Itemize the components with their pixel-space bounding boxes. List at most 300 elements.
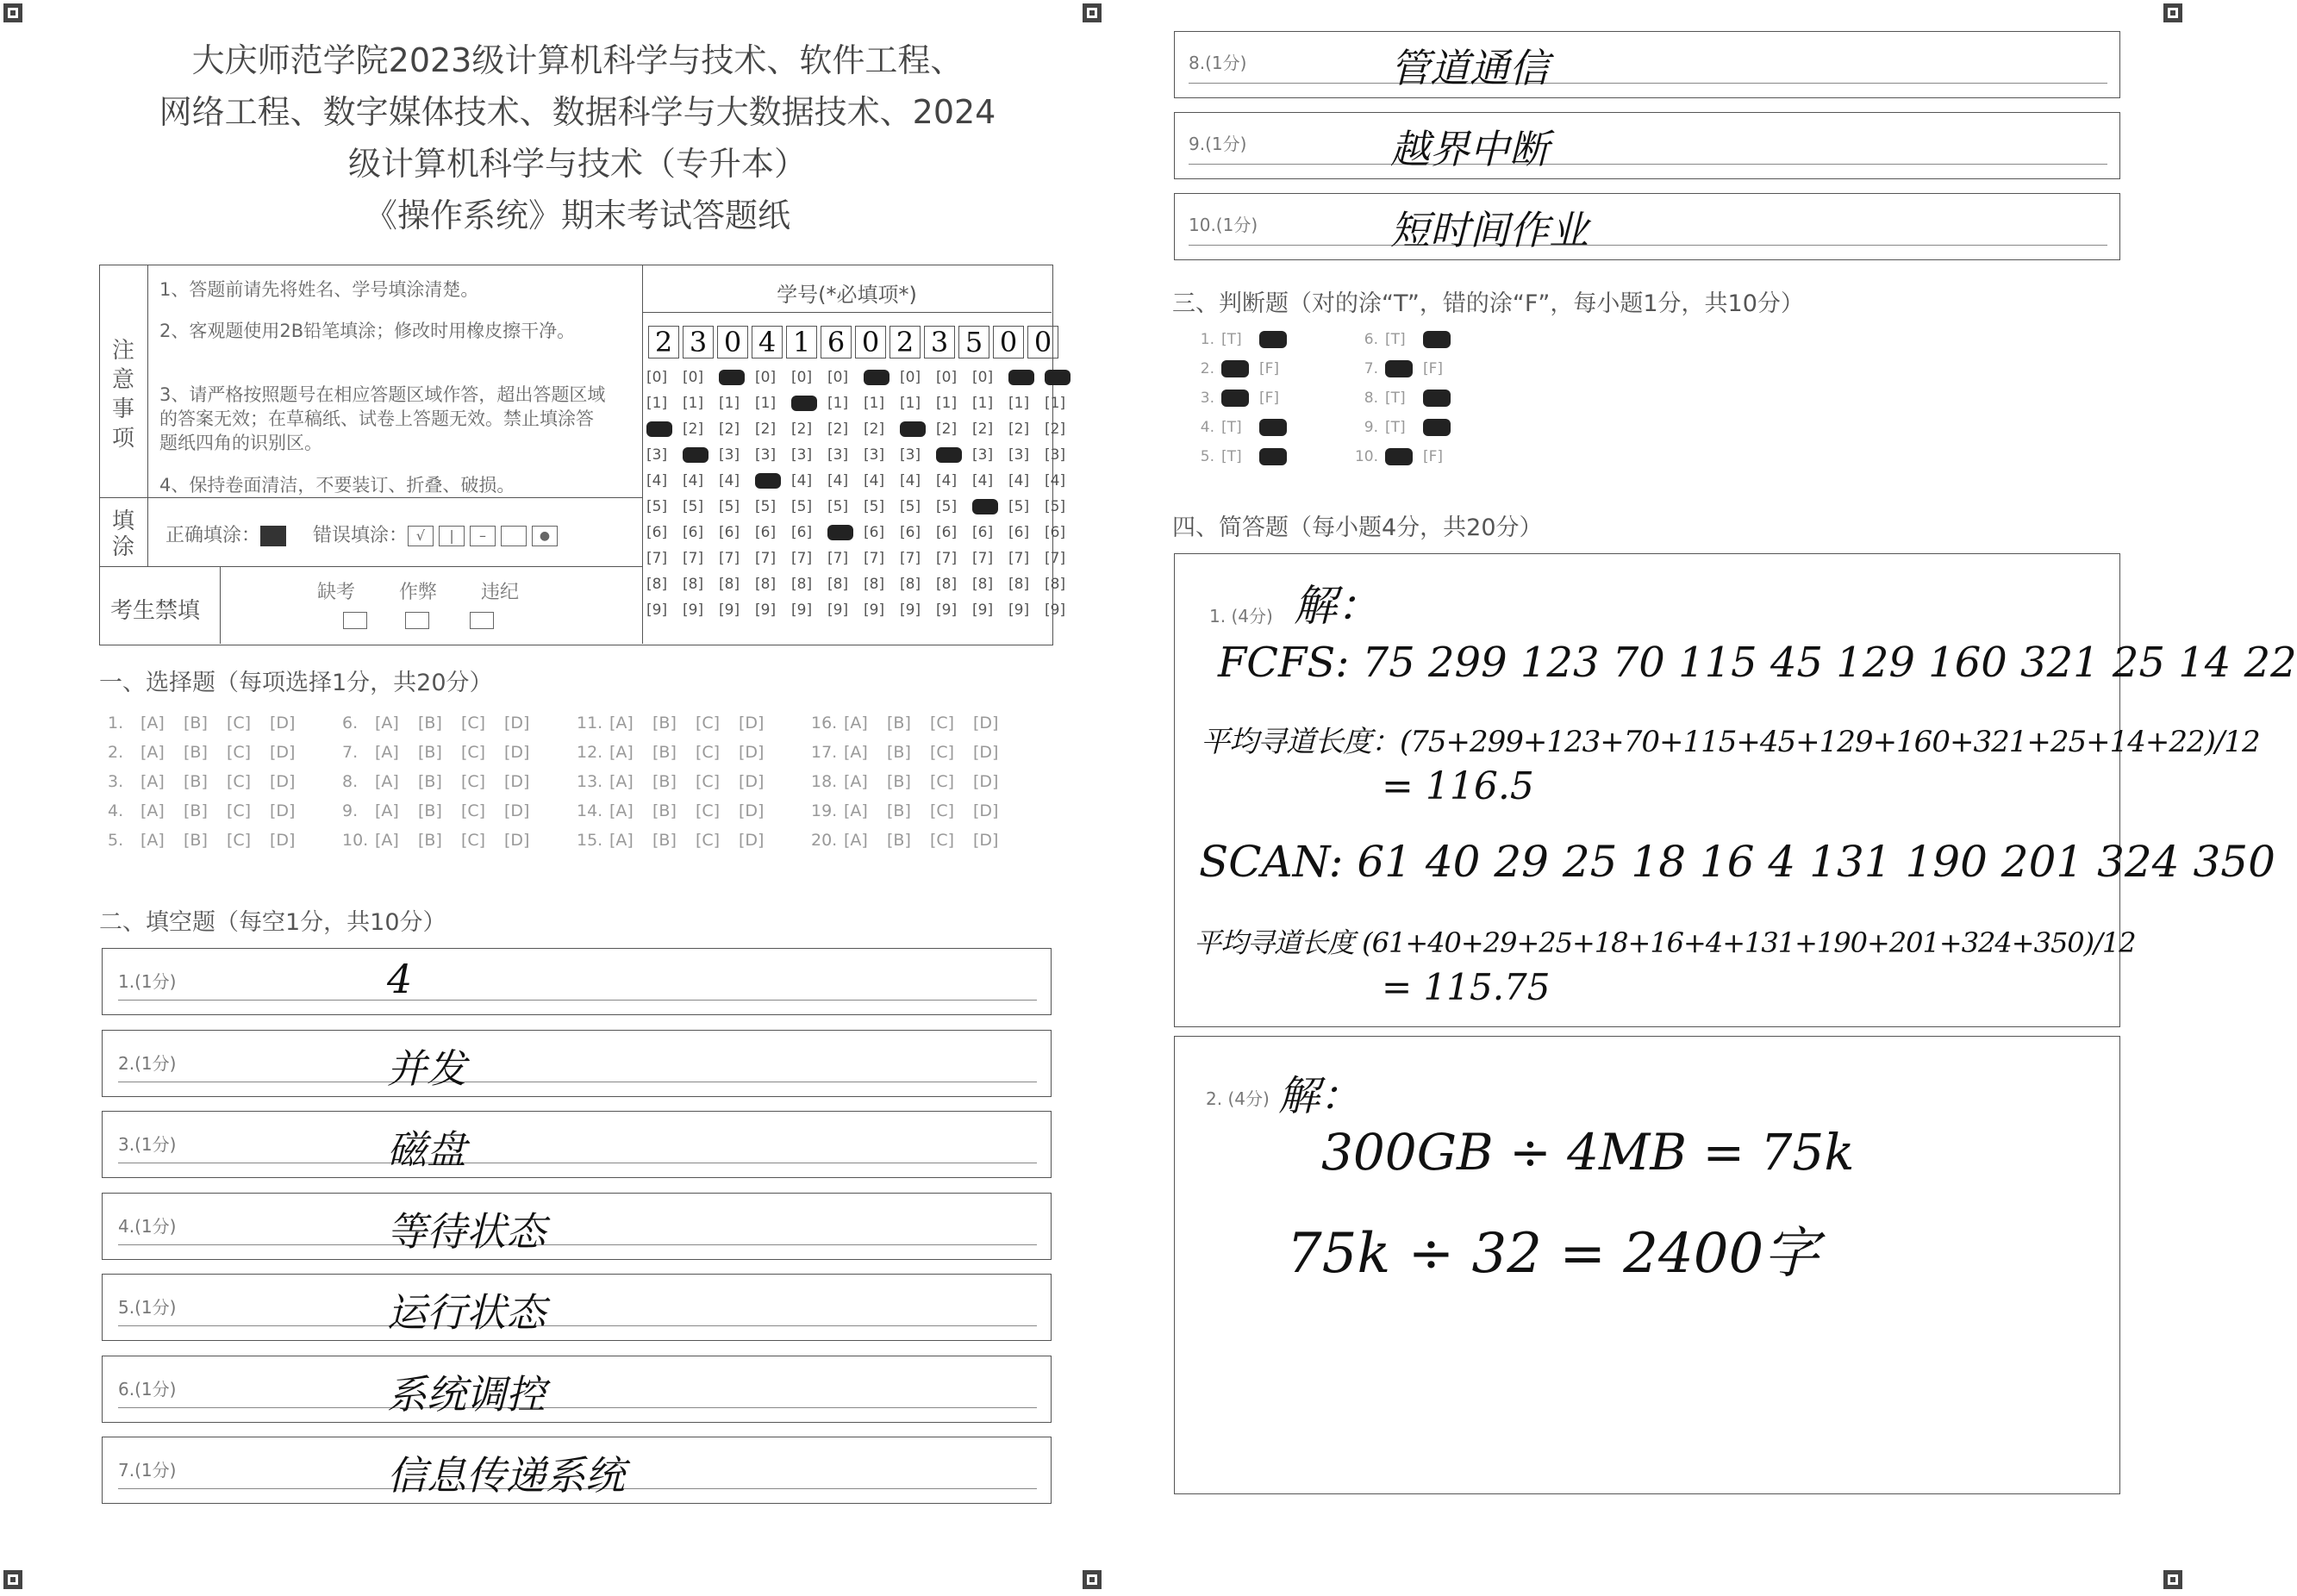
- choice-bubble[interactable]: [B]: [652, 714, 677, 733]
- student-id-bubble[interactable]: [936, 446, 972, 464]
- student-id-bubble[interactable]: [8]: [755, 576, 777, 593]
- student-id-bubble[interactable]: [7]: [791, 550, 813, 567]
- answer-line: [1189, 164, 2107, 165]
- corner-mark-icon: [2163, 1570, 2182, 1589]
- student-id-bubble[interactable]: [5]: [683, 498, 704, 515]
- filled-mark-icon: [719, 370, 745, 385]
- student-id-bubble[interactable]: [6]: [1008, 524, 1030, 541]
- student-id-bubble[interactable]: [7]: [864, 550, 885, 567]
- student-id-bubble[interactable]: [5]: [719, 498, 740, 515]
- choice-bubble[interactable]: [B]: [652, 772, 677, 791]
- student-id-bubble[interactable]: [1]: [755, 395, 777, 412]
- tf-bubble-t[interactable]: [1385, 360, 1423, 377]
- student-id-digit: 3: [683, 326, 714, 358]
- student-id-bubble[interactable]: [1]: [646, 395, 668, 412]
- choice-bubble[interactable]: [B]: [418, 743, 442, 762]
- student-id-bubble[interactable]: [1]: [936, 395, 958, 412]
- student-id-bubble[interactable]: [4]: [864, 472, 885, 489]
- student-id-bubble[interactable]: [864, 369, 900, 386]
- student-id-bubble[interactable]: [5]: [791, 498, 813, 515]
- filled-mark-icon: [1423, 331, 1451, 348]
- student-id-bubble[interactable]: [9]: [900, 602, 921, 619]
- tf-number: 1.: [1200, 331, 1214, 348]
- choice-bubble[interactable]: [D]: [270, 714, 296, 733]
- student-id-bubble[interactable]: [683, 446, 719, 464]
- student-id-bubble[interactable]: [7]: [827, 550, 849, 567]
- student-id-bubble[interactable]: [4]: [1045, 472, 1066, 489]
- choice-bubble[interactable]: [C]: [696, 772, 721, 791]
- tf-bubble-f[interactable]: [F]: [1423, 360, 1444, 377]
- choice-bubble[interactable]: [C]: [461, 714, 486, 733]
- student-id-bubble[interactable]: [4]: [900, 472, 921, 489]
- tf-question-row: [1185, 448, 1297, 465]
- choice-question-row: [342, 831, 547, 850]
- choice-question-row: [108, 714, 313, 733]
- student-id-bubble[interactable]: [2]: [791, 421, 813, 438]
- student-id-row: [646, 498, 1081, 524]
- student-id-bubble[interactable]: [7]: [1045, 550, 1066, 567]
- choice-bubble[interactable]: [A]: [140, 831, 165, 850]
- choice-bubble[interactable]: [A]: [375, 831, 399, 850]
- student-id-bubble[interactable]: [8]: [1045, 576, 1066, 593]
- answer-line: [118, 1000, 1037, 1001]
- section2-title: 二、填空题（每空1分，共10分）: [99, 909, 446, 936]
- choice-question-row: [811, 714, 1016, 733]
- student-id-bubble[interactable]: [6]: [719, 524, 740, 541]
- student-id-bubble[interactable]: [1]: [900, 395, 921, 412]
- student-id-bubble[interactable]: [8]: [864, 576, 885, 593]
- choice-bubble[interactable]: [C]: [930, 714, 955, 733]
- student-id-bubble[interactable]: [8]: [683, 576, 704, 593]
- student-id-bubble[interactable]: [2]: [1045, 421, 1066, 438]
- filled-mark-icon: [683, 447, 708, 463]
- student-id-bubble[interactable]: [6]: [646, 524, 668, 541]
- student-id-row: [646, 524, 1081, 550]
- student-id-bubble[interactable]: [0]: [900, 369, 921, 386]
- student-id-bubble[interactable]: [7]: [936, 550, 958, 567]
- student-id-bubble[interactable]: [2]: [755, 421, 777, 438]
- student-id-bubble[interactable]: [3]: [791, 446, 813, 464]
- cheat-checkbox[interactable]: [405, 612, 429, 629]
- student-id-bubble[interactable]: [8]: [827, 576, 849, 593]
- student-id-bubble[interactable]: [3]: [719, 446, 740, 464]
- filled-mark-icon: [1221, 360, 1249, 377]
- filled-mark-icon: [972, 499, 998, 514]
- corner-mark-icon: [3, 1570, 22, 1589]
- empty-box-icon: [501, 526, 527, 546]
- student-id-bubble[interactable]: [9]: [827, 602, 849, 619]
- tf-bubble-f[interactable]: [1259, 448, 1297, 465]
- student-id-bubble[interactable]: [9]: [1008, 602, 1030, 619]
- tf-number: 8.: [1364, 390, 1378, 407]
- student-id-bubble[interactable]: [7]: [972, 550, 994, 567]
- student-id-bubble[interactable]: [9]: [936, 602, 958, 619]
- tf-bubble-f[interactable]: [F]: [1259, 390, 1280, 407]
- student-id-bubble[interactable]: [0]: [646, 369, 668, 386]
- choice-question-row: [577, 801, 782, 820]
- student-id-row: [646, 395, 1081, 421]
- student-id-bubble[interactable]: [1045, 369, 1081, 386]
- student-id-bubble[interactable]: [9]: [1045, 602, 1066, 619]
- student-id-bubble[interactable]: [0]: [972, 369, 994, 386]
- student-id-bubble[interactable]: [6]: [1045, 524, 1066, 541]
- student-id-bubble[interactable]: [7]: [1008, 550, 1030, 567]
- blank-label: 1.(1分): [118, 971, 177, 992]
- tf-bubble-f[interactable]: [1423, 419, 1461, 436]
- student-id-bubble[interactable]: [5]: [1045, 498, 1066, 515]
- blank-answer: 短时间作业: [1390, 207, 1589, 253]
- student-id-bubble[interactable]: [791, 395, 827, 412]
- choice-number: 19.: [811, 801, 838, 820]
- tf-question-row: [1185, 360, 1297, 377]
- student-id-bubble[interactable]: [2]: [864, 421, 885, 438]
- choice-bubble[interactable]: [C]: [461, 743, 486, 762]
- tf-question-row: [1349, 448, 1461, 465]
- student-id-bubble[interactable]: [5]: [646, 498, 668, 515]
- blank-answer: 运行状态: [387, 1289, 546, 1336]
- choice-bubble[interactable]: [D]: [739, 772, 765, 791]
- choice-bubble[interactable]: [B]: [887, 831, 911, 850]
- choice-bubble[interactable]: [C]: [227, 801, 252, 820]
- student-id-bubble[interactable]: [7]: [683, 550, 704, 567]
- student-id-bubble[interactable]: [6]: [791, 524, 813, 541]
- choice-bubble[interactable]: [D]: [504, 801, 530, 820]
- choice-bubble[interactable]: [A]: [140, 714, 165, 733]
- student-id-bubble[interactable]: [0]: [683, 369, 704, 386]
- choice-bubble[interactable]: [C]: [227, 743, 252, 762]
- tf-number: 4.: [1200, 419, 1214, 436]
- tf-bubble-t[interactable]: [T]: [1385, 419, 1406, 436]
- student-id-bubble[interactable]: [7]: [646, 550, 668, 567]
- student-id-bubble[interactable]: [9]: [791, 602, 813, 619]
- student-id-row: [646, 550, 1081, 576]
- choice-bubble[interactable]: [B]: [184, 772, 208, 791]
- fill-blank-box: [102, 948, 1052, 1015]
- student-id-digit: 2: [889, 326, 921, 358]
- choice-bubble[interactable]: [B]: [184, 714, 208, 733]
- student-id-bubble[interactable]: [4]: [719, 472, 740, 489]
- choice-question-row: [811, 743, 1016, 762]
- choice-bubble[interactable]: [B]: [184, 743, 208, 762]
- choice-bubble[interactable]: [B]: [887, 714, 911, 733]
- filled-mark-icon: [1423, 419, 1451, 436]
- choice-bubble[interactable]: [C]: [227, 831, 252, 850]
- choice-bubble[interactable]: [D]: [973, 801, 999, 820]
- student-id-bubble[interactable]: [1]: [683, 395, 704, 412]
- student-id-bubble[interactable]: [0]: [791, 369, 813, 386]
- choice-bubble[interactable]: [A]: [375, 714, 399, 733]
- choice-bubble[interactable]: [D]: [270, 743, 296, 762]
- choice-bubble[interactable]: [B]: [652, 801, 677, 820]
- student-id-bubble[interactable]: [1]: [827, 395, 849, 412]
- student-id-bubble[interactable]: [8]: [936, 576, 958, 593]
- choice-bubble[interactable]: [B]: [652, 743, 677, 762]
- student-id-digit: 0: [855, 326, 886, 358]
- student-id-bubble[interactable]: [1]: [972, 395, 994, 412]
- blank-answer: 磁盘: [387, 1126, 466, 1173]
- blank-answer: 4: [387, 956, 413, 1002]
- choice-bubble[interactable]: [D]: [973, 743, 999, 762]
- student-id-bubble[interactable]: [5]: [900, 498, 921, 515]
- choice-bubble[interactable]: [A]: [844, 743, 868, 762]
- choice-bubble[interactable]: [C]: [461, 801, 486, 820]
- choice-bubble[interactable]: [D]: [739, 714, 765, 733]
- tf-bubble-f[interactable]: [1423, 390, 1461, 407]
- choice-bubble[interactable]: [A]: [140, 743, 165, 762]
- student-id-bubble[interactable]: [4]: [646, 472, 668, 489]
- student-id-bubble[interactable]: [1]: [864, 395, 885, 412]
- student-id-bubble[interactable]: [5]: [864, 498, 885, 515]
- choice-bubble[interactable]: [C]: [227, 714, 252, 733]
- choice-number: 5.: [108, 831, 124, 850]
- student-id-bubble[interactable]: [8]: [791, 576, 813, 593]
- student-id-bubble[interactable]: [3]: [972, 446, 994, 464]
- choice-bubble[interactable]: [A]: [844, 714, 868, 733]
- filled-mark-icon: [1008, 370, 1034, 385]
- choice-bubble[interactable]: [D]: [973, 772, 999, 791]
- blank-label: 7.(1分): [118, 1460, 177, 1481]
- choice-bubble[interactable]: [A]: [609, 714, 634, 733]
- student-id-bubble[interactable]: [6]: [683, 524, 704, 541]
- student-id-bubble[interactable]: [9]: [646, 602, 668, 619]
- tf-bubble-t[interactable]: [T]: [1221, 448, 1242, 465]
- student-id-handwritten: [648, 326, 1062, 360]
- violation-checkbox[interactable]: [470, 612, 494, 629]
- tf-bubble-f[interactable]: [F]: [1259, 360, 1280, 377]
- student-id-bubble[interactable]: [3]: [827, 446, 849, 464]
- choice-bubble[interactable]: [D]: [270, 772, 296, 791]
- student-id-bubble[interactable]: [2]: [827, 421, 849, 438]
- fill-blank-box: [1174, 112, 2120, 179]
- choice-bubble[interactable]: [D]: [270, 831, 296, 850]
- choice-number: 11.: [577, 714, 603, 733]
- student-id-bubble[interactable]: [646, 421, 683, 438]
- choice-bubble[interactable]: [A]: [140, 801, 165, 820]
- choice-question-row: [108, 743, 313, 762]
- student-id-bubble[interactable]: [2]: [936, 421, 958, 438]
- choice-bubble[interactable]: [C]: [930, 831, 955, 850]
- student-id-bubble[interactable]: [7]: [755, 550, 777, 567]
- short-answer-box-1: [1174, 553, 2297, 1027]
- choice-bubble[interactable]: [D]: [973, 714, 999, 733]
- tf-bubble-t[interactable]: [1385, 448, 1423, 465]
- student-id-digit: 5: [958, 326, 989, 358]
- student-id-bubble[interactable]: [5]: [827, 498, 849, 515]
- tf-bubble-t[interactable]: [1221, 390, 1259, 407]
- choice-question-row: [108, 772, 313, 791]
- choice-bubble[interactable]: [B]: [418, 772, 442, 791]
- tf-bubble-t[interactable]: [T]: [1221, 419, 1242, 436]
- student-id-bubble[interactable]: [9]: [683, 602, 704, 619]
- tf-question-row: [1349, 390, 1461, 407]
- choice-bubble[interactable]: [D]: [973, 831, 999, 850]
- choice-bubble[interactable]: [C]: [696, 743, 721, 762]
- student-id-bubble[interactable]: [900, 421, 936, 438]
- student-id-bubble[interactable]: [2]: [683, 421, 704, 438]
- choice-bubble[interactable]: [D]: [504, 831, 530, 850]
- tf-bubble-t[interactable]: [T]: [1221, 331, 1242, 348]
- q2-line-2: 300GB ÷ 4MB = 75k: [1321, 1123, 1855, 1181]
- student-id-bubble[interactable]: [2]: [719, 421, 740, 438]
- student-id-bubble[interactable]: [1]: [1008, 395, 1030, 412]
- choice-bubble[interactable]: [A]: [844, 831, 868, 850]
- student-id-digit: 0: [1027, 326, 1058, 358]
- tf-question-row: [1349, 331, 1461, 348]
- choice-bubble[interactable]: [C]: [696, 714, 721, 733]
- choice-question-row: [342, 743, 547, 762]
- student-id-bubble[interactable]: [5]: [1008, 498, 1030, 515]
- choice-bubble[interactable]: [C]: [461, 831, 486, 850]
- student-id-bubble[interactable]: [8]: [900, 576, 921, 593]
- student-id-bubble[interactable]: [6]: [900, 524, 921, 541]
- student-id-bubble[interactable]: [8]: [646, 576, 668, 593]
- student-id-bubble[interactable]: [755, 472, 791, 489]
- choice-bubble[interactable]: [B]: [887, 801, 911, 820]
- choice-bubble[interactable]: [B]: [887, 772, 911, 791]
- student-id-bubble[interactable]: [2]: [1008, 421, 1030, 438]
- student-id-bubble[interactable]: [3]: [755, 446, 777, 464]
- student-id-bubble[interactable]: [0]: [936, 369, 958, 386]
- tf-number: 2.: [1200, 360, 1214, 377]
- choice-bubble[interactable]: [A]: [844, 801, 868, 820]
- tf-number: 10.: [1354, 448, 1378, 465]
- choice-number: 7.: [342, 743, 359, 762]
- choice-bubble[interactable]: [C]: [227, 772, 252, 791]
- choice-bubble[interactable]: [C]: [696, 831, 721, 850]
- student-id-bubble[interactable]: [3]: [646, 446, 668, 464]
- student-id-bubble[interactable]: [1008, 369, 1045, 386]
- student-id-bubble[interactable]: [9]: [719, 602, 740, 619]
- choice-bubble[interactable]: [C]: [930, 772, 955, 791]
- student-id-bubble[interactable]: [8]: [972, 576, 994, 593]
- student-id-bubble[interactable]: [1]: [719, 395, 740, 412]
- student-id-bubble[interactable]: [9]: [864, 602, 885, 619]
- answer-line: [118, 1407, 1037, 1408]
- exam-title-line-2: 网络工程、数字媒体技术、数据科学与大数据技术、2024: [159, 93, 996, 131]
- student-id-bubble[interactable]: [5]: [936, 498, 958, 515]
- student-id-bubble[interactable]: [827, 524, 864, 541]
- tf-bubble-f[interactable]: [1259, 419, 1297, 436]
- choice-number: 17.: [811, 743, 838, 762]
- choice-bubble[interactable]: [B]: [418, 831, 442, 850]
- choice-bubble[interactable]: [D]: [739, 831, 765, 850]
- choice-bubble[interactable]: [A]: [609, 801, 634, 820]
- choice-bubble[interactable]: [D]: [270, 801, 296, 820]
- student-id-bubble[interactable]: [9]: [755, 602, 777, 619]
- student-id-bubble[interactable]: [3]: [1008, 446, 1030, 464]
- choice-question-row: [577, 831, 782, 850]
- student-id-bubble[interactable]: [4]: [936, 472, 958, 489]
- vertical-bar-icon: |: [439, 526, 465, 546]
- student-id-bubble[interactable]: [7]: [900, 550, 921, 567]
- student-id-bubble[interactable]: [3]: [1045, 446, 1066, 464]
- choice-bubble[interactable]: [B]: [887, 743, 911, 762]
- choice-bubble[interactable]: [B]: [184, 801, 208, 820]
- student-id-bubble[interactable]: [6]: [864, 524, 885, 541]
- blank-answer: 等待状态: [387, 1207, 546, 1255]
- choice-bubble[interactable]: [C]: [930, 743, 955, 762]
- student-id-bubble[interactable]: [3]: [900, 446, 921, 464]
- student-id-bubble[interactable]: [6]: [972, 524, 994, 541]
- student-id-bubble[interactable]: [3]: [864, 446, 885, 464]
- tf-question-row: [1185, 331, 1297, 348]
- student-id-bubble[interactable]: [6]: [936, 524, 958, 541]
- absent-label: 缺考: [316, 582, 355, 603]
- q1-line-6: 平均寻道长度 (61+40+29+25+18+16+4+131+190+201+324+350)/12: [1194, 926, 2136, 959]
- student-id-bubble[interactable]: [8]: [1008, 576, 1030, 593]
- student-id-bubble[interactable]: [719, 369, 755, 386]
- choice-bubble[interactable]: [D]: [739, 743, 765, 762]
- section3-title: 三、判断题（对的涂“T”，错的涂“F”，每小题1分，共10分）: [1172, 290, 1804, 317]
- choice-bubble[interactable]: [C]: [696, 801, 721, 820]
- choice-bubble[interactable]: [A]: [609, 743, 634, 762]
- choice-bubble[interactable]: [A]: [609, 831, 634, 850]
- choice-bubble[interactable]: [D]: [504, 714, 530, 733]
- filled-mark-icon: [1259, 448, 1287, 465]
- student-id-bubble[interactable]: [0]: [827, 369, 849, 386]
- student-id-bubble[interactable]: [0]: [755, 369, 777, 386]
- choice-bubble[interactable]: [A]: [375, 743, 399, 762]
- student-id-bubble[interactable]: [4]: [1008, 472, 1030, 489]
- choice-bubble[interactable]: [D]: [504, 743, 530, 762]
- choice-number: 16.: [811, 714, 838, 733]
- choice-number: 1.: [108, 714, 124, 733]
- choice-bubble[interactable]: [C]: [461, 772, 486, 791]
- choice-bubble[interactable]: [A]: [375, 801, 399, 820]
- choice-question-row: [577, 743, 782, 762]
- exam-title-line-3: 级计算机科学与技术（专升本）: [347, 145, 807, 183]
- student-id-bubble[interactable]: [8]: [719, 576, 740, 593]
- student-id-row: [646, 446, 1081, 472]
- q1-line-4: = 116.5: [1382, 764, 1534, 808]
- student-id-bubble[interactable]: [4]: [791, 472, 813, 489]
- student-id-bubble[interactable]: [2]: [972, 421, 994, 438]
- student-id-bubble[interactable]: [9]: [972, 602, 994, 619]
- student-id-bubble[interactable]: [6]: [755, 524, 777, 541]
- choice-bubble[interactable]: [B]: [184, 831, 208, 850]
- choice-bubble[interactable]: [C]: [930, 801, 955, 820]
- student-id-bubble[interactable]: [972, 498, 1008, 515]
- choice-bubble[interactable]: [A]: [375, 772, 399, 791]
- student-id-bubble[interactable]: [1]: [1045, 395, 1066, 412]
- student-id-bubble[interactable]: [5]: [755, 498, 777, 515]
- blank-label: 4.(1分): [118, 1215, 177, 1237]
- choice-bubble[interactable]: [B]: [418, 714, 442, 733]
- student-id-bubble[interactable]: [4]: [972, 472, 994, 489]
- tf-bubble-t[interactable]: [T]: [1385, 390, 1406, 407]
- tf-bubble-f[interactable]: [F]: [1423, 448, 1444, 465]
- tf-bubble-t[interactable]: [T]: [1385, 331, 1406, 348]
- section1-title: 一、选择题（每项选择1分，共20分）: [99, 670, 493, 696]
- choice-bubble[interactable]: [A]: [844, 772, 868, 791]
- tf-bubble-t[interactable]: [1221, 360, 1259, 377]
- student-id-bubble[interactable]: [4]: [683, 472, 704, 489]
- student-id-bubble[interactable]: [7]: [719, 550, 740, 567]
- choice-bubble[interactable]: [B]: [652, 831, 677, 850]
- answer-line: [1189, 245, 2107, 246]
- tf-bubble-f[interactable]: [1259, 331, 1297, 348]
- choice-bubble[interactable]: [A]: [609, 772, 634, 791]
- choice-bubble[interactable]: [D]: [739, 801, 765, 820]
- corner-mark-icon: [1083, 1570, 1102, 1589]
- choice-bubble[interactable]: [B]: [418, 801, 442, 820]
- absent-checkbox[interactable]: [343, 612, 367, 629]
- tf-bubble-f[interactable]: [1423, 331, 1461, 348]
- student-id-bubble[interactable]: [4]: [827, 472, 849, 489]
- choice-bubble[interactable]: [A]: [140, 772, 165, 791]
- fill-blank-box: [102, 1437, 1052, 1504]
- choice-bubble[interactable]: [D]: [504, 772, 530, 791]
